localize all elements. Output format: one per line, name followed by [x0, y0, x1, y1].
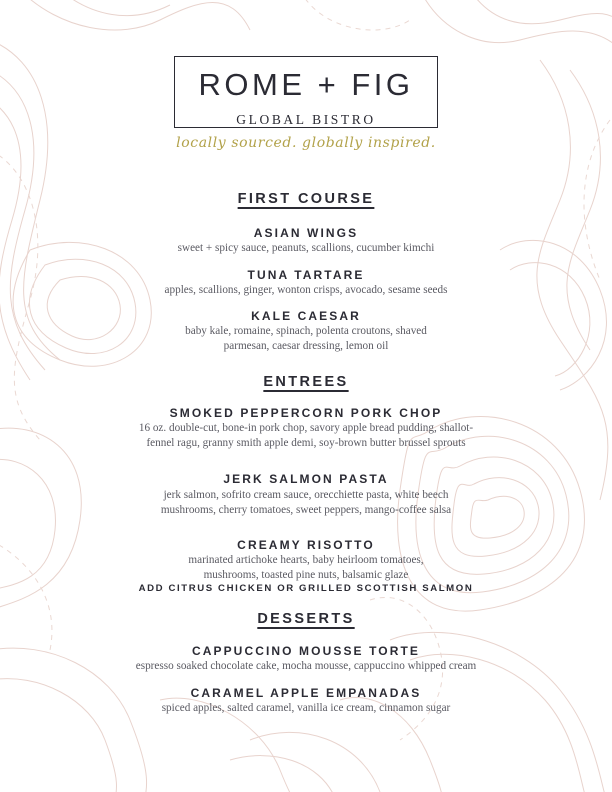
item-desc-pork-chop-line-2: fennel ragu, granny smith apple demi, soy-brown butter brussel sprouts [146, 437, 466, 449]
item-desc-creamy-risotto-line-1: marinated artichoke hearts, baby heirloom tomatoes, [188, 554, 424, 566]
restaurant-subtitle-text: GLOBAL BISTRO [227, 112, 384, 127]
item-title-asian-wings: ASIAN WINGS [253, 226, 359, 240]
item-desc-asian-wings: sweet + spicy sauce, peanuts, scallions, cucumber kimchi [177, 242, 435, 254]
section-heading-first-course-text: FIRST COURSE [237, 191, 375, 207]
restaurant-name: ROME + FIG [198, 67, 414, 102]
tagline: locally sourced. globally inspired. [176, 135, 436, 151]
section-heading-desserts [0, 611, 612, 628]
restaurant-subtitle [0, 112, 612, 128]
item-desc-caramel-apple-empanadas: spiced apples, salted caramel, vanilla ice cream, cinnamon sugar [161, 702, 451, 714]
item-desc-creamy-risotto-line-2: mushrooms, toasted pine nuts, balsamic glaze [203, 569, 409, 581]
section-heading-entrees-text: ENTREES [263, 374, 349, 390]
item-title-creamy-risotto: CREAMY RISOTTO [237, 538, 375, 552]
item-title-jerk-salmon-pasta: JERK SALMON PASTA [223, 472, 389, 486]
section-heading-first-course [0, 191, 612, 208]
item-title-pork-chop: SMOKED PEPPERCORN PORK CHOP [169, 406, 443, 420]
item-desc-pork-chop-line-1: 16 oz. double-cut, bone-in pork chop, savory apple bread pudding, shallot- [138, 422, 474, 434]
item-title-caramel-apple-empanadas: CARAMEL APPLE EMPANADAS [190, 686, 422, 700]
item-desc-kale-caesar-line-2: parmesan, caesar dressing, lemon oil [223, 340, 389, 352]
item-title-tuna-tartare: TUNA TARTARE [247, 268, 365, 282]
item-title-kale-caesar: KALE CAESAR [251, 309, 361, 323]
item-desc-tuna-tartare: apples, scallions, ginger, wonton crisps, avocado, sesame seeds [164, 284, 448, 296]
item-note-creamy-risotto-add-protein: ADD CITRUS CHICKEN OR GRILLED SCOTTISH SALMON [138, 583, 474, 594]
item-title-cappuccino-mousse-torte: CAPPUCCINO MOUSSE TORTE [191, 644, 421, 658]
item-desc-cappuccino-mousse-torte: espresso soaked chocolate cake, mocha mousse, cappuccino whipped cream [135, 660, 477, 672]
item-desc-jerk-salmon-pasta-line-2: mushrooms, cherry tomatoes, sweet peppers, mango-coffee salsa [160, 504, 452, 516]
item-desc-jerk-salmon-pasta-line-1: jerk salmon, sofrito cream sauce, orecchiette pasta, white beech [163, 489, 449, 501]
section-heading-desserts-text: DESSERTS [257, 611, 355, 627]
section-heading-entrees [0, 374, 612, 391]
item-desc-kale-caesar-line-1: baby kale, romaine, spinach, polenta croutons, shaved [185, 325, 427, 337]
